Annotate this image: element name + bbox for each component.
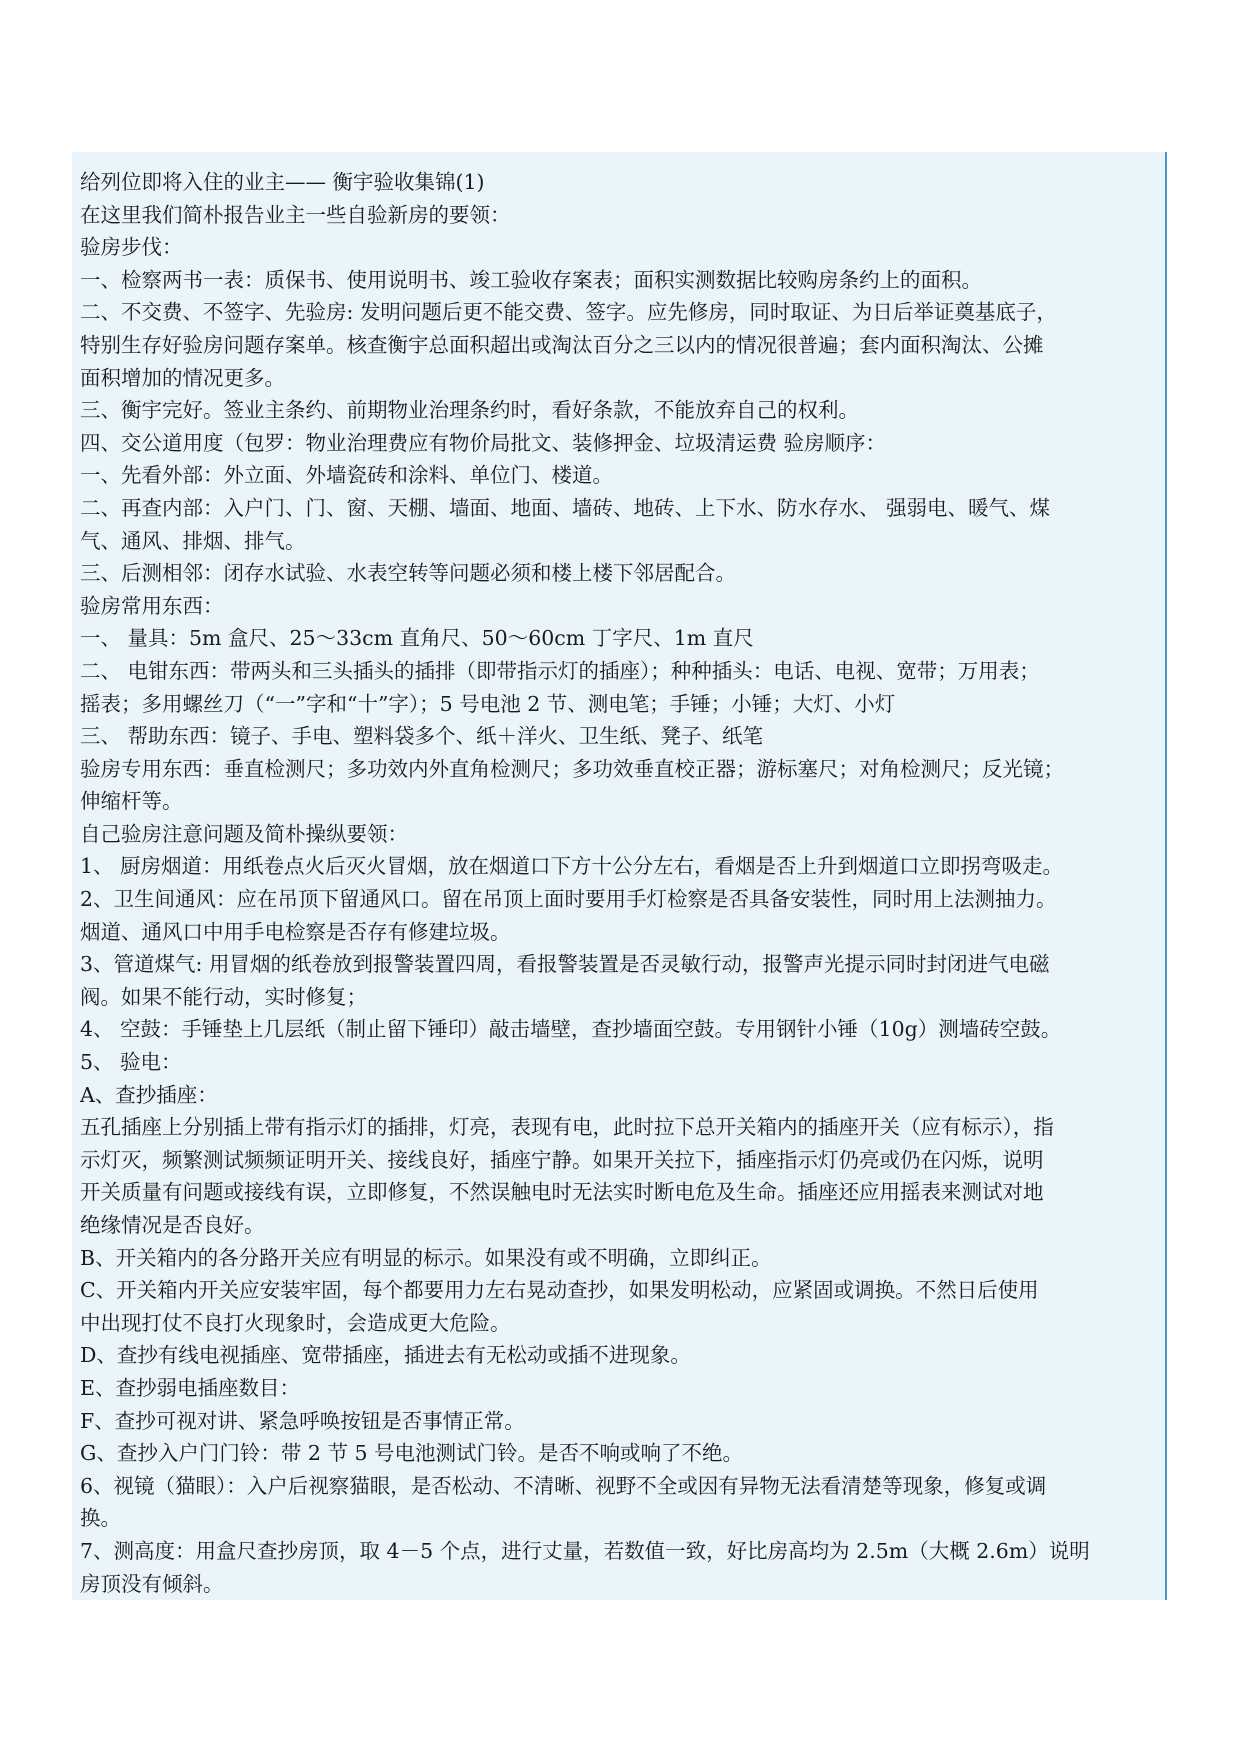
- text-line: B、开关箱内的各分路开关应有明显的标示。如果没有或不明确，立即纠正。: [80, 1245, 772, 1270]
- text-line: 1、 厨房烟道：用纸卷点火后灭火冒烟，放在烟道口下方十公分左右，看烟是否上升到烟道口立即拐弯吸走。: [80, 854, 1064, 879]
- text-line: 阀。如果不能行动，实时修复；: [80, 984, 367, 1009]
- text-line: 自己验房注意问题及简朴操纵要领：: [80, 821, 408, 846]
- text-line: 三、衡宇完好。签业主条约、前期物业治理条约时，看好条款，不能放弃自己的权利。: [80, 398, 859, 423]
- text-line: A、查抄插座：: [80, 1082, 218, 1107]
- text-line: 二、不交费、不签字、先验房: 发明问题后更不能交费、签字。应先修房，同时取证、为日后举证奠基底子，: [80, 300, 1057, 325]
- text-line: 2、卫生间通风：应在吊顶下留通风口。留在吊顶上面时要用手灯检察是否具备安装性，同时用上法测抽力。: [80, 887, 1057, 912]
- text-line: 特别生存好验房问题存案单。核查衡宇总面积超出或淘汰百分之三以内的情况很普遍；套内面积淘汰、公摊: [80, 332, 1044, 357]
- text-line: 一、先看外部：外立面、外墙瓷砖和涂料、单位门、楼道。: [80, 463, 613, 488]
- text-line: 四、交公道用度（包罗：物业治理费应有物价局批文、装修押金、垃圾清运费 验房顺序：: [80, 430, 887, 455]
- text-line: 5、 验电：: [80, 1050, 182, 1075]
- text-line: F、查抄可视对讲、紧急呼唤按钮是否事情正常。: [80, 1408, 525, 1433]
- text-line: 气、通风、排烟、排气。: [80, 528, 306, 553]
- text-line: C、开关箱内开关应安装牢固，每个都要用力左右晃动查抄，如果发明松动，应紧固或调换。不然日后使用: [80, 1278, 1039, 1303]
- text-line: 三、后测相邻：闭存水试验、水表空转等问题必须和楼上楼下邻居配合。: [80, 561, 736, 586]
- text-line: 面积增加的情况更多。: [80, 365, 285, 390]
- text-line: 二、再查内部：入户门、门、窗、天棚、墙面、地面、墙砖、地砖、上下水、防水存水、 强弱电、暖气、煤: [80, 495, 1051, 520]
- text-line: 验房常用东西：: [80, 593, 224, 618]
- text-line: 示灯灭，频繁测试频频证明开关、接线良好，插座宁静。如果开关拉下，插座指示灯仍亮或仍在闪烁，说明: [80, 1147, 1044, 1172]
- text-line: 4、 空鼓：手锤垫上几层纸（制止留下锤印）敲击墙壁，查抄墙面空鼓。专用钢针小锤（10g）测墙砖空鼓。: [80, 1017, 1062, 1042]
- text-line: E、查抄弱电插座数目：: [80, 1375, 300, 1400]
- text-line: 伸缩杆等。: [80, 789, 183, 814]
- text-line: 烟道、通风口中用手电检察是否存有修建垃圾。: [80, 919, 511, 944]
- text-line: 三、 帮助东西：镜子、手电、塑料袋多个、纸＋洋火、卫生纸、凳子、纸笔: [80, 724, 764, 749]
- text-line: 一、检察两书一表：质保书、使用说明书、竣工验收存案表；面积实测数据比较购房条约上的面积。: [80, 267, 982, 292]
- text-line: 验房专用东西：垂直检测尺；多功效内外直角检测尺；多功效垂直校正器；游标塞尺；对角检测尺；反光镜；: [80, 756, 1064, 781]
- text-line: 6、视镜（猫眼）：入户后视察猫眼，是否松动、不清晰、视野不全或因有异物无法看清楚等现象，修复或调: [80, 1473, 1047, 1498]
- text-line: 换。: [80, 1506, 121, 1531]
- text-line: 二、 电钳东西：带两头和三头插头的插排（即带指示灯的插座）；种种插头：电话、电视、宽带；万用表；: [80, 658, 1040, 683]
- text-line: 摇表；多用螺丝刀（“一”字和“十”字）；5 号电池 2 节、测电笔；手锤；小锤；大灯、小灯: [80, 691, 896, 716]
- text-line: 验房步伐：: [80, 235, 183, 260]
- text-line: 3、管道煤气: 用冒烟的纸卷放到报警装置四周，看报警装置是否灵敏行动，报警声光提示同时封闭进气电磁: [80, 952, 1050, 977]
- text-line: 房顶没有倾斜。: [80, 1571, 224, 1596]
- text-line: D、查抄有线电视插座、宽带插座，插进去有无松动或插不进现象。: [80, 1343, 691, 1368]
- text-line: 7、测高度：用盒尺查抄房顶，取 4－5 个点，进行丈量，若数值一致，好比房高均为 2.5m（大概 2.6m）说明: [80, 1538, 1090, 1563]
- document-text-panel: [72, 152, 1167, 1600]
- text-line: 一、 量具：5m 盒尺、25～33cm 直角尺、50～60cm 丁字尺、1m 直尺: [80, 626, 754, 651]
- text-line: G、查抄入户门门铃：带 2 节 5 号电池测试门铃。是否不响或响了不绝。: [80, 1441, 744, 1466]
- text-line: 中出现打仗不良打火现象时，会造成更大危险。: [80, 1310, 511, 1335]
- text-line: 绝缘情况是否良好。: [80, 1213, 265, 1237]
- document-title: 给列位即将入住的业主—— 衡宇验收集锦(1): [80, 170, 485, 194]
- document-body: [80, 166, 1157, 1600]
- text-line: 开关质量有问题或接线有误，立即修复，不然误触电时无法实时断电危及生命。插座还应用摇表来测试对地: [80, 1180, 1044, 1205]
- text-line: 五孔插座上分别插上带有指示灯的插排，灯亮，表现有电，此时拉下总开关箱内的插座开关（应有标示），指: [80, 1115, 1054, 1140]
- text-line: 在这里我们简朴报告业主一些自验新房的要领：: [80, 202, 511, 227]
